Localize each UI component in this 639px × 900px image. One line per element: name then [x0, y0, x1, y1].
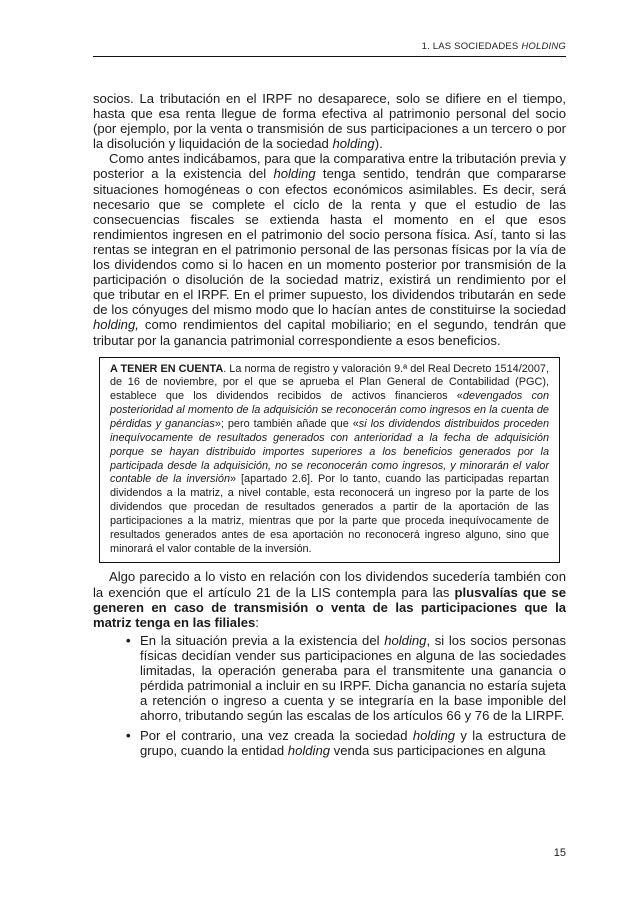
paragraph-plusvalias	[93, 569, 566, 629]
paragraph-continuation	[93, 91, 566, 151]
text-run: como rendimientos del capital mobiliario; en el segundo, tendrán que tributar por la ganancia patrimonial correspondiente a esos beneficios.	[93, 317, 566, 348]
text-run: y la estructura de grupo, cuando la entidad	[140, 728, 566, 759]
text-run: :	[255, 614, 259, 630]
text-run: tenga sentido, tendrán que compararse situaciones homogéneas o con efectos económicos asimilables. Es decir, será necesario que se complete el ciclo de la renta y que el estudio de las consecuencias fiscales se extienda hasta el momento en el que esos rendimientos ingresen en el patrimonio del socio persona física. Así, tanto si las rentas se integran en el patrimonio personal de las personas físicas por la vía de los dividendos como si lo hacen en un momento posterior por transmisión de la participación o disolución de la sociedad matriz, existirá un rendimiento por el que tributar en el IRPF. En el primer supuesto, los dividendos tributarán en sede de los cónyuges del mismo modo que lo hacían antes de constituirse la sociedad	[93, 166, 566, 318]
text-run: socios. La tributación en el IRPF no desaparece, solo se difiere en el tiempo, hasta que esa renta llegue de forma efectiva al patrimonio personal del socio (por ejemplo, por la venta o transmisión de sus participaciones a un tercero o por la disolución y liquidación de la sociedad	[93, 91, 566, 152]
paragraph-comparativa	[93, 151, 566, 347]
list-item	[93, 633, 566, 724]
header-chapter-label: 1. LAS SOCIEDADES	[421, 41, 522, 52]
italic-run: devengados con posterioridad al momento de la adquisición se reconocerán como ingresos en la cuenta de pérdidas y ganancias	[110, 390, 549, 430]
text-run: ).	[374, 136, 383, 152]
bullet-icon: •	[126, 728, 131, 744]
header-rule	[93, 56, 566, 57]
header-chapter-italic: HOLDING	[521, 41, 566, 52]
bullet-list	[93, 633, 566, 759]
text-run: Por el contrario, una vez creada la sociedad	[140, 728, 413, 744]
note-title: A TENER EN CUENTA	[110, 362, 224, 375]
page-number: 15	[553, 847, 566, 859]
note-box	[99, 357, 560, 564]
list-item	[93, 728, 566, 758]
text-run: , si los socios personas físicas decidían vender sus participaciones en alguna de las sociedades limitadas, la operación generaba para el transmitente una ganancia o pérdida patrimonial a incluir en su IRPF. Dicha ganancia no estaría sujeta a retención o ingreso a cuenta y se integraría en la base imponible del ahorro, tributando según las escalas de los artículos 66 y 76 de la LIRPF.	[140, 632, 566, 724]
text-run: Como antes indicábamos, para que la comparativa entre la tributación previa y posterior a la existencia del	[93, 151, 566, 182]
bullet-icon: •	[126, 632, 131, 648]
page-body	[93, 91, 566, 764]
italic-run: holding	[273, 166, 316, 182]
text-run: En la situación previa a la existencia del	[140, 632, 385, 648]
text-run: » [apartado 2.6]. Por lo tanto, cuando las participadas repartan dividendos a la matriz, a nivel contable, esta reconocerá un ingreso por la parte de los dividendos que procedan de resultados generados a partir de la aportación de las participaciones a la matriz, mientras que por la parte que proceda inequívocamente de resultados generados antes de esa aportación no reconocerá ingreso alguno, sino que minorará el valor contable de la inversión.	[110, 473, 549, 555]
text-run: Algo parecido a lo visto en relación con los dividendos sucedería también con la exención que el artículo 21 de la LIS contempla para las	[93, 569, 566, 600]
italic-run: holding,	[93, 317, 139, 333]
italic-run: si los dividendos distribuidos proceden inequívocamente de resultados generados con anterioridad a la fecha de adquisición porque se hayan distribuido importes superiores a los beneficios generados por la participada desde la adquisición, no se reconocerán como ingresos, y minorarán el valor contable de la inversión	[110, 417, 549, 486]
italic-run: holding	[287, 743, 331, 759]
italic-run: holding	[412, 728, 456, 744]
running-header	[93, 41, 566, 52]
text-run: venda sus participaciones en alguna	[330, 743, 546, 759]
text-run: . La norma de registro y valoración 9.ª del Real Decreto 1514/2007, de 16 de noviembre, por el que se aprueba el Plan General de Contabilidad (PGC), establece que los dividendos recibidos de activos financieros «	[110, 362, 549, 403]
text-run: »; pero también añade que «	[214, 417, 359, 430]
italic-run: holding	[384, 632, 427, 648]
italic-run: holding	[332, 136, 375, 152]
bold-run: plusvalías que se generen en caso de transmisión o venta de las participaciones que la matriz tenga en las filiales	[93, 584, 566, 630]
